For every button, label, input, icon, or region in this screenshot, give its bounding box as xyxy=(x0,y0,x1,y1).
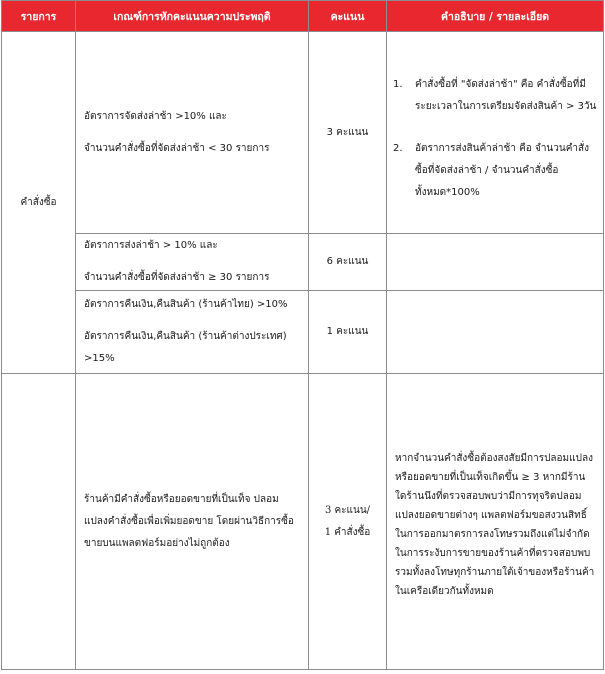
description-cell-empty xyxy=(387,291,604,374)
header-points: คะแนน xyxy=(309,1,387,32)
table-row xyxy=(2,291,604,374)
category-cell: คำสั่งซื้อ xyxy=(2,32,76,374)
table-header-row xyxy=(2,1,604,32)
header-list: รายการ xyxy=(2,1,76,32)
criteria-line: อัตราการคืนเงิน,คืนสินค้า (ร้านค้าไทย) >10% xyxy=(84,299,288,310)
points-cell: 1 คะแนน xyxy=(309,291,387,374)
points-line: 1 คำสั่งซื้อ xyxy=(324,526,371,538)
description-cell: หากจำนวนคำสั่งซื้อต้องสงสัยมีการปลอมแปลงหรือยอดขายที่เป็นเท็จเกิดขึ้น ≥ 3 หากมีร้าน ใดร้านนึงที่ตรวจสอบพบว่ามีการทุจริตปลอมแปลงยอดขายต่างๆ แพลตฟอร์มขอสงวนสิทธิ์ในการออกมาตรการลงโทษรวมถึงแต่ไม่จำกัด ในการระงับการขายของร้านค้าที่ตรวจสอบพบ รวมทั้งลงโทษทุกร้านภายใต้เจ้าของหรือร้านค้าในเครือเดียวกันทั้งหมด xyxy=(387,374,604,670)
list-item-text: คำสั่งซื้อที่ "จัดส่งล่าช้า" คือ คำสั่งซื้อที่มีระยะเวลาในการเตรียมจัดส่งสินค้า > 3วัน xyxy=(415,78,597,112)
list-item-text: อัตราการส่งสินค้าล่าช้า คือ จำนวนคำสั่งซื้อที่จัดส่งล่าช้า / จำนวนคำสั่งซื้อทั้งหมด*100% xyxy=(415,142,590,198)
description-cell-empty xyxy=(387,234,604,291)
list-item-number: 2. xyxy=(393,142,403,154)
criteria-line: อัตราการคืนเงิน,คืนสินค้า (ร้านค้าต่างประเทศ) >15% xyxy=(84,331,287,364)
points-cell: 6 คะแนน xyxy=(309,234,387,291)
criteria-cell xyxy=(76,234,309,291)
header-description: คำอธิบาย / รายละเอียด xyxy=(387,1,604,32)
category-cell-empty xyxy=(2,374,76,670)
list-item xyxy=(393,138,597,204)
criteria-line: อัตราการส่งล่าช้า > 10% และ xyxy=(84,240,218,251)
table-row xyxy=(2,374,604,670)
description-list xyxy=(393,74,597,204)
list-item xyxy=(393,74,597,118)
criteria-line: ร้านค้ามีคำสั่งซื้อหรือยอดขายที่เป็นเท็จ ปลอมแปลงคำสั่งซื้อเพื่อเพิ่มยอดขาย โดยผ่านวิธีการซื้อขายบนแพลตฟอร์มอย่างไม่ถูกต้อง xyxy=(84,493,294,549)
header-criteria: เกณฑ์การหักคะแนนความประพฤติ xyxy=(76,1,309,32)
criteria-line: อัตราการจัดส่งล่าช้า >10% และ xyxy=(84,110,227,122)
criteria-cell xyxy=(76,291,309,374)
table-row xyxy=(2,234,604,291)
criteria-cell xyxy=(76,374,309,670)
penalty-table xyxy=(1,0,604,670)
criteria-line: จำนวนคำสั่งซื้อที่จัดส่งล่าช้า ≥ 30 รายการ xyxy=(84,272,270,283)
table-row xyxy=(2,32,604,234)
description-cell xyxy=(387,32,604,234)
criteria-cell xyxy=(76,32,309,234)
points-cell: 3 คะแนน xyxy=(309,32,387,234)
points-line: 3 คะแนน/ xyxy=(324,504,371,516)
criteria-line: จำนวนคำสั่งซื้อที่จัดส่งล่าช้า < 30 รายการ xyxy=(84,142,270,154)
list-item-number: 1. xyxy=(393,78,403,90)
points-cell xyxy=(309,374,387,670)
